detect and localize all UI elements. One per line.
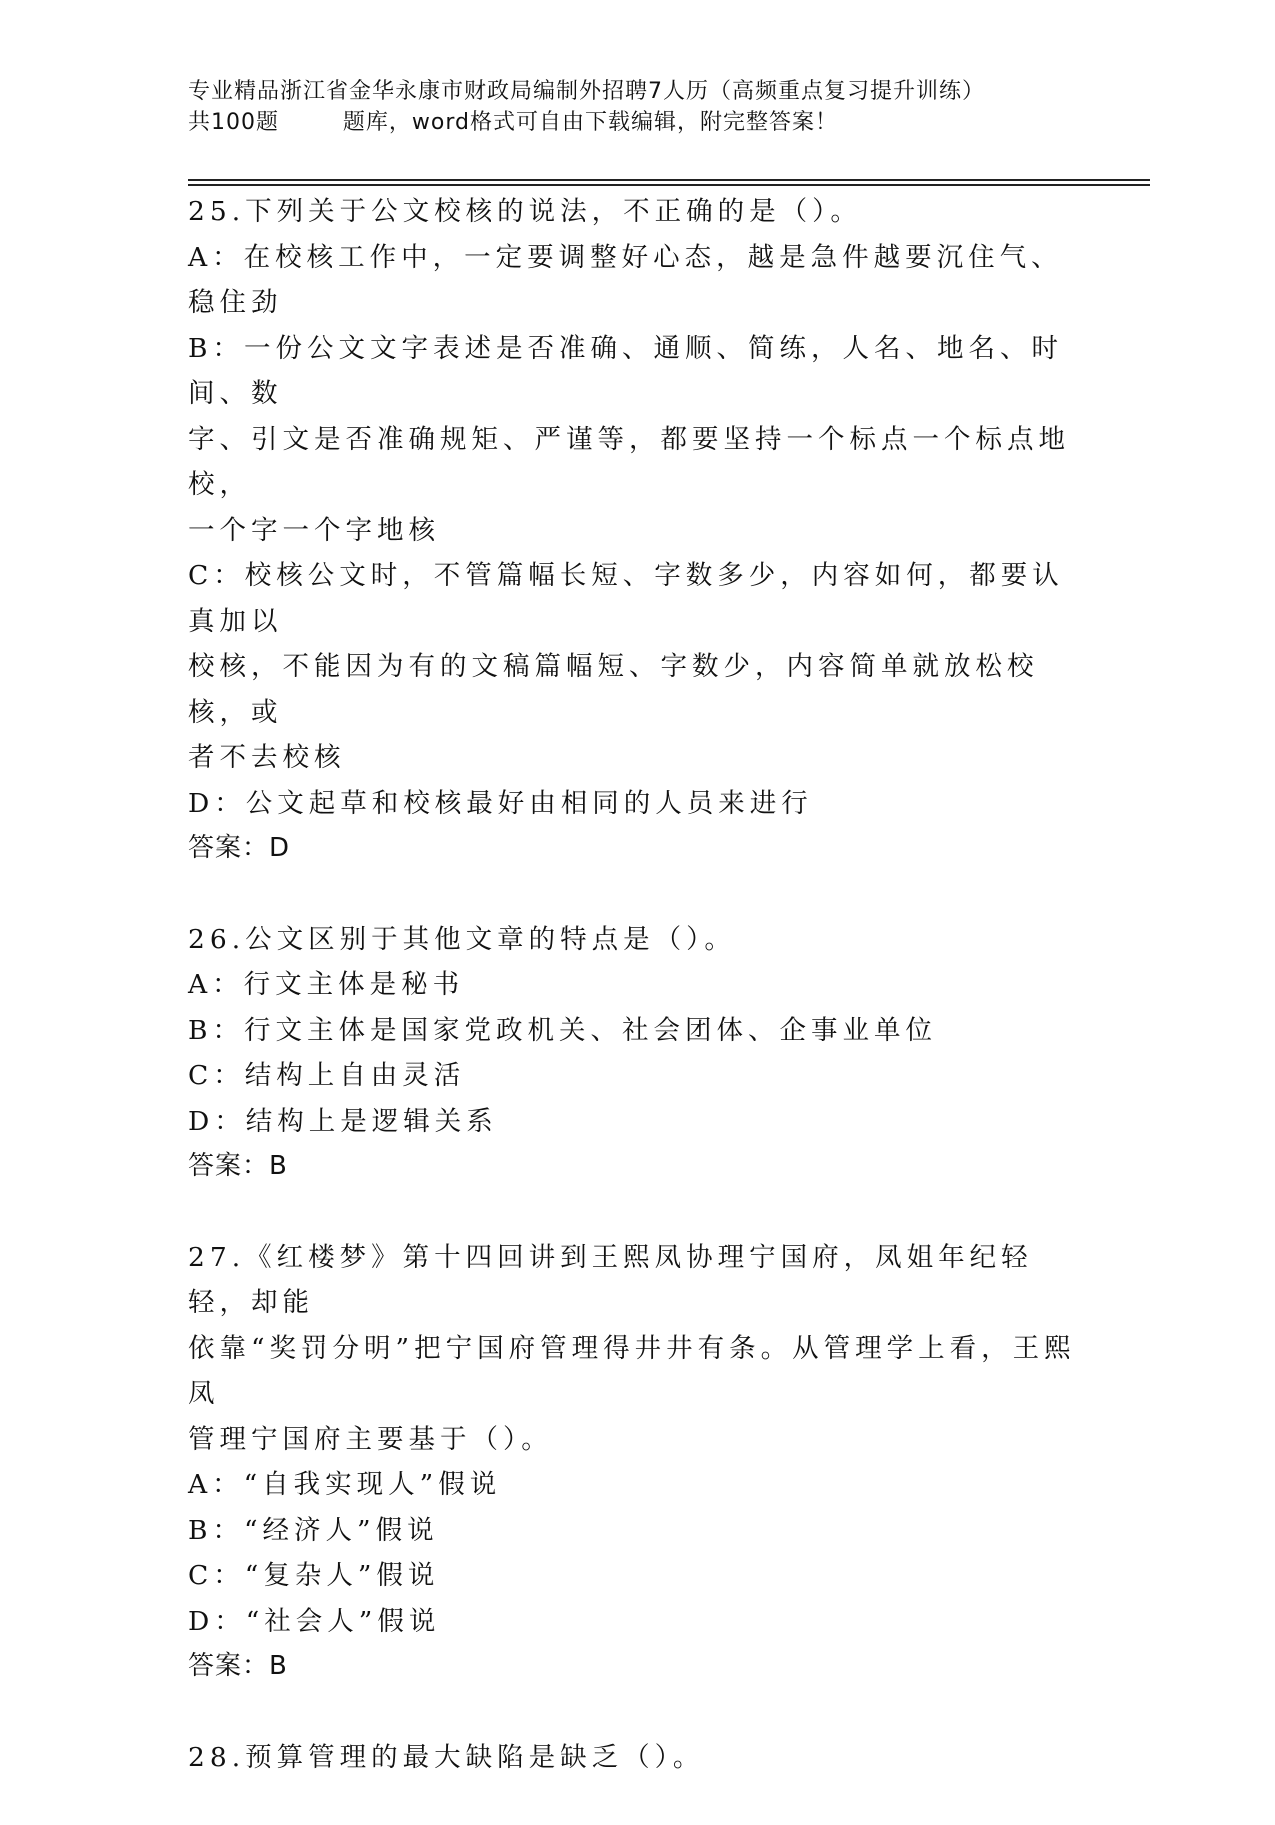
- answer-label: 答案：B: [188, 1651, 288, 1681]
- option-line: 校核，不能因为有的文稿篇幅短、字数少，内容简单就放松校核，或: [188, 651, 1039, 728]
- option-line: 者不去校核: [188, 742, 346, 773]
- document-header: [188, 76, 1168, 138]
- option-line: B：一份公文文字表述是否准确、通顺、简练，人名、地名、时间、数: [188, 332, 1063, 409]
- header-subtitle-line: 共100题 题库，word格式可自由下载编辑，附完整答案！: [188, 110, 839, 135]
- question-stem-line: 依靠“奖罚分明”把宁国府管理得井井有条。从管理学上看，王熙凤: [188, 1332, 1076, 1409]
- question-block: [188, 189, 1088, 872]
- question-block: [188, 1235, 1088, 1690]
- option-line: D：“社会人”假说: [188, 1605, 441, 1637]
- question-stem-line: 管理宁国府主要基于（）。: [188, 1423, 553, 1455]
- question-block: [188, 1735, 1088, 1781]
- option-line: B：行文主体是国家党政机关、社会团体、企事业单位: [188, 1014, 937, 1046]
- option-line: C：“复杂人”假说: [188, 1560, 440, 1591]
- question-list: [188, 189, 1088, 1825]
- option-line: D：公文起草和校核最好由相同的人员来进行: [188, 787, 813, 819]
- option-line: C：校核公文时，不管篇幅长短、字数多少，内容如何，都要认真加以: [188, 560, 1064, 637]
- option-line: A：行文主体是秘书: [188, 969, 465, 1000]
- question-block: [188, 917, 1088, 1190]
- option-line: A：“自我实现人”假说: [188, 1469, 502, 1500]
- option-line: B：“经济人”假说: [188, 1514, 439, 1546]
- option-line: 字、引文是否准确规矩、严谨等，都要坚持一个标点一个标点地校，: [188, 423, 1070, 500]
- header-title-line: 专业精品浙江省金华永康市财政局编制外招聘7人历（高频重点复习提升训练）: [188, 79, 985, 104]
- option-line: A：在校核工作中，一定要调整好心态，越是急件越要沉住气、稳住劲: [188, 241, 1063, 318]
- question-stem-line: 25.下列关于公文校核的说法，不正确的是（）。: [188, 196, 862, 227]
- option-line: 一个字一个字地核: [188, 514, 440, 546]
- header-rule-bottom: [188, 184, 1150, 186]
- option-line: C：结构上自由灵活: [188, 1060, 466, 1091]
- header-rule-top: [188, 179, 1150, 181]
- answer-label: 答案：B: [188, 1151, 288, 1181]
- question-stem-line: 27.《红楼梦》第十四回讲到王熙凤协理宁国府，凤姐年纪轻轻，却能: [188, 1241, 1033, 1318]
- answer-label: 答案：D: [188, 833, 291, 863]
- question-stem-line: 26.公文区别于其他文章的特点是（）。: [188, 923, 736, 955]
- question-stem-line: 28.预算管理的最大缺陷是缺乏（）。: [188, 1741, 705, 1773]
- option-line: D：结构上是逻辑关系: [188, 1105, 498, 1137]
